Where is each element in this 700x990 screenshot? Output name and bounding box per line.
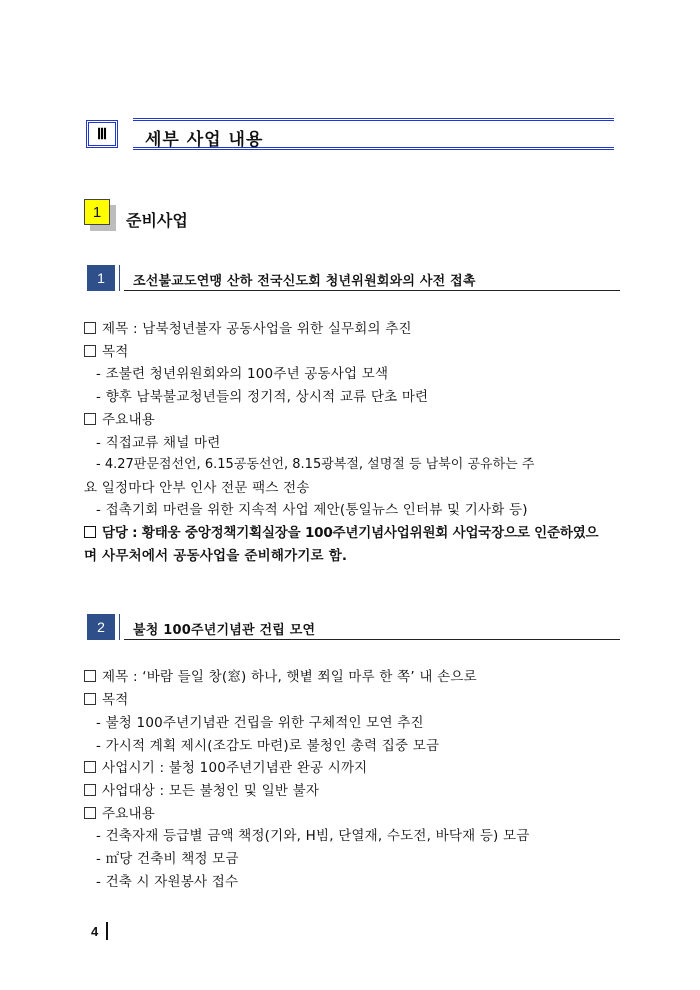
list-subitem: - 접촉기회 마련을 위한 지속적 사업 제안(통일뉴스 인터뷰 및 기사화 등) [96,502,528,518]
item-divider [119,265,124,291]
list-subitem: - 건축 시 자원봉사 접수 [96,874,239,890]
subsection-title: 준비사업 [126,211,188,230]
list-item: 사업시기 : 불청 100주년기념관 완공 시까지 [84,756,367,776]
section-numeral: Ⅲ [96,126,108,143]
checkbox-square-icon [84,345,96,357]
list-item: 목적 [84,340,128,360]
list-subitem: - 직접교류 채널 마련 [96,435,221,451]
list-item-continued: 며 사무처에서 공동사업을 준비해가기로 함. [84,548,348,564]
list-item: 사업대상 : 모든 불청인 및 일반 불자 [84,779,319,799]
list-subitem: - 향후 남북불교청년들의 정기적, 상시적 교류 단초 마련 [96,389,429,405]
list-item: 제목 : ‘바람 들일 창(窓) 하나, 햇볕 쬐일 마루 한 쪽’ 내 손으로 [84,665,477,685]
item-number-badge [87,265,115,291]
item-number: 2 [97,619,105,635]
checkbox-square-icon [84,784,96,796]
page-number-bar [106,922,108,940]
checkbox-square-icon [84,761,96,773]
checkbox-square-icon [84,693,96,705]
list-item-responsible: 담당 : 황태웅 중앙정책기획실장을 100주년기념사업위원회 사업국장으로 인준하였으 [84,521,598,541]
list-subitem-continued: 요 일정마다 안부 인사 전문 팩스 전송 [84,480,310,496]
section-title: 세부 사업 내용 [145,130,264,150]
checkbox-square-icon [84,322,96,334]
list-item: 목적 [84,688,128,708]
list-subitem: - 불청 100주년기념관 건립을 위한 구체적인 모연 추진 [96,715,424,731]
item-title: 불청 100주년기념관 건립 모연 [133,623,316,638]
checkbox-square-icon [84,670,96,682]
list-subitem: - 가시적 계획 제시(조감도 마련)로 불청인 총력 집중 모금 [96,738,440,754]
item-divider [119,614,124,640]
list-item: 제목 : 남북청년불자 공동사업을 위한 실무회의 추진 [84,317,412,337]
checkbox-square-icon [84,413,96,425]
checkbox-square-icon [84,807,96,819]
list-subitem: - ㎡당 건축비 책정 모금 [96,851,239,867]
item-number: 1 [97,270,105,286]
list-item: 주요내용 [84,408,155,428]
list-subitem: - 조불련 청년위원회와의 100주년 공동사업 모색 [96,366,389,382]
item-number-badge [87,614,115,640]
item-underline [124,290,620,291]
page-number: 4 [91,924,99,939]
section-numeral-box [86,120,118,148]
list-subitem: - 4.27판문점선언, 6.15공동선언, 8.15광복절, 설명절 등 남북이 공유하는 주 [96,457,535,472]
item-underline [124,639,620,640]
list-subitem: - 건축자재 등급별 금액 책정(기와, H빔, 단열재, 수도전, 바닥재 등) 모금 [96,828,530,844]
item-title: 조선불교도연맹 산하 전국신도회 청년위원회와의 사전 접촉 [133,274,476,289]
checkbox-square-icon [84,526,96,538]
list-item: 주요내용 [84,802,155,822]
subsection-number-badge [84,199,110,225]
subsection-number: 1 [92,203,102,221]
